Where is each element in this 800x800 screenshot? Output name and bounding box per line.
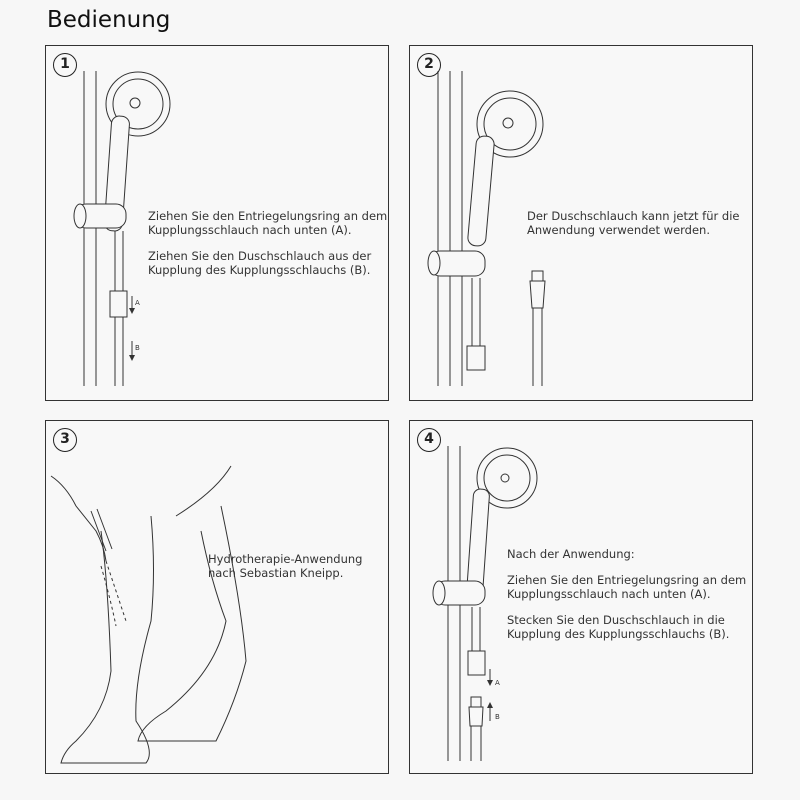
step-number: 3: [53, 428, 77, 452]
step-panel-2: [409, 45, 753, 401]
instruction-text: Nach der Anwendung:: [507, 547, 635, 561]
page-title: Bedienung: [47, 7, 171, 33]
instruction-text: Der Duschschlauch kann jetzt für die Anwendung verwendet werden.: [527, 209, 740, 237]
instruction-text: Ziehen Sie den Duschschlauch aus der Kupplung des Kupplungsschlauchs (B).: [148, 249, 372, 277]
step-instructions: [507, 547, 747, 653]
label-a: A: [135, 299, 140, 307]
step-instructions: [148, 209, 388, 289]
step-panel-3: [45, 420, 389, 774]
instruction-text: Ziehen Sie den Entriegelungsring an dem Kupplungsschlauch nach unten (A).: [507, 573, 747, 601]
step-panel-1: [45, 45, 389, 401]
label-a: A: [495, 679, 500, 687]
step-instructions: [527, 209, 747, 249]
step-number: 1: [53, 53, 77, 77]
step-panel-4: [409, 420, 753, 774]
step-number: 2: [417, 53, 441, 77]
instruction-text: Ziehen Sie den Entriegelungsring an dem Kupplungsschlauch nach unten (A).: [148, 209, 388, 237]
illustration-kneipp-legs: [46, 421, 390, 775]
step-instructions: [208, 552, 388, 592]
step-number: 4: [417, 428, 441, 452]
instruction-text: Hydrotherapie-Anwendung nach Sebastian Kneipp.: [208, 552, 363, 580]
label-b: B: [495, 713, 500, 721]
label-b: B: [135, 344, 140, 352]
instruction-text: Stecken Sie den Duschschlauch in die Kupplung des Kupplungsschlauchs (B).: [507, 613, 730, 641]
